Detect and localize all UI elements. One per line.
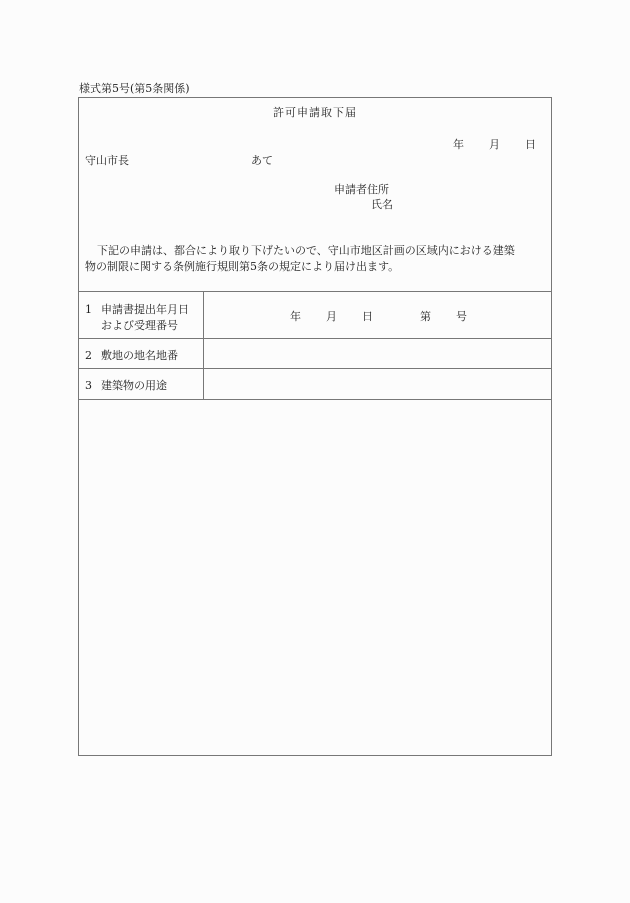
table-row-3-label bbox=[85, 377, 167, 393]
addressee-name: 守山市長 bbox=[85, 154, 129, 167]
row-label-line-2: および受理番号 bbox=[101, 319, 178, 332]
receipt-number-prefix[interactable]: 第 bbox=[420, 310, 431, 323]
row-label: 敷地の地名地番 bbox=[101, 349, 178, 362]
row-number: 1 bbox=[85, 303, 92, 316]
addressee-suffix: あて bbox=[251, 154, 273, 167]
submit-month-field[interactable]: 月 bbox=[326, 310, 337, 323]
applicant-name-label: 氏名 bbox=[371, 198, 393, 211]
building-use-field[interactable] bbox=[209, 372, 545, 394]
row-number: 2 bbox=[85, 349, 92, 362]
body-text-line-2: 物の制限に関する条例施行規則第5条の規定により届け出ます。 bbox=[85, 260, 400, 273]
receipt-number-suffix[interactable]: 号 bbox=[456, 310, 467, 323]
row-number: 3 bbox=[85, 379, 92, 392]
table-row-2-label bbox=[85, 347, 178, 363]
document-title: 許可申請取下届 bbox=[273, 106, 357, 119]
row-label: 建築物の用途 bbox=[101, 379, 167, 392]
column-divider bbox=[203, 291, 204, 399]
blank-area bbox=[79, 400, 551, 755]
row-label-line-1: 申請書提出年月日 bbox=[101, 303, 189, 316]
table-top-divider bbox=[79, 291, 551, 292]
date-month-label: 月 bbox=[489, 138, 500, 151]
body-text-line-1: 下記の申請は、都合により取り下げたいので、守山市地区計画の区域内における建築 bbox=[97, 244, 515, 257]
site-address-field[interactable] bbox=[209, 342, 545, 364]
withdrawal-form bbox=[78, 97, 552, 756]
submit-day-field[interactable]: 日 bbox=[362, 310, 373, 323]
applicant-address-label: 申請者住所 bbox=[334, 183, 389, 196]
row-divider bbox=[79, 338, 551, 339]
date-day-label: 日 bbox=[525, 138, 536, 151]
submit-year-field[interactable]: 年 bbox=[290, 310, 301, 323]
form-number: 様式第5号(第5条関係) bbox=[79, 82, 190, 95]
date-year-label: 年 bbox=[453, 138, 464, 151]
table-row-1-label bbox=[85, 301, 189, 317]
row-divider bbox=[79, 368, 551, 369]
